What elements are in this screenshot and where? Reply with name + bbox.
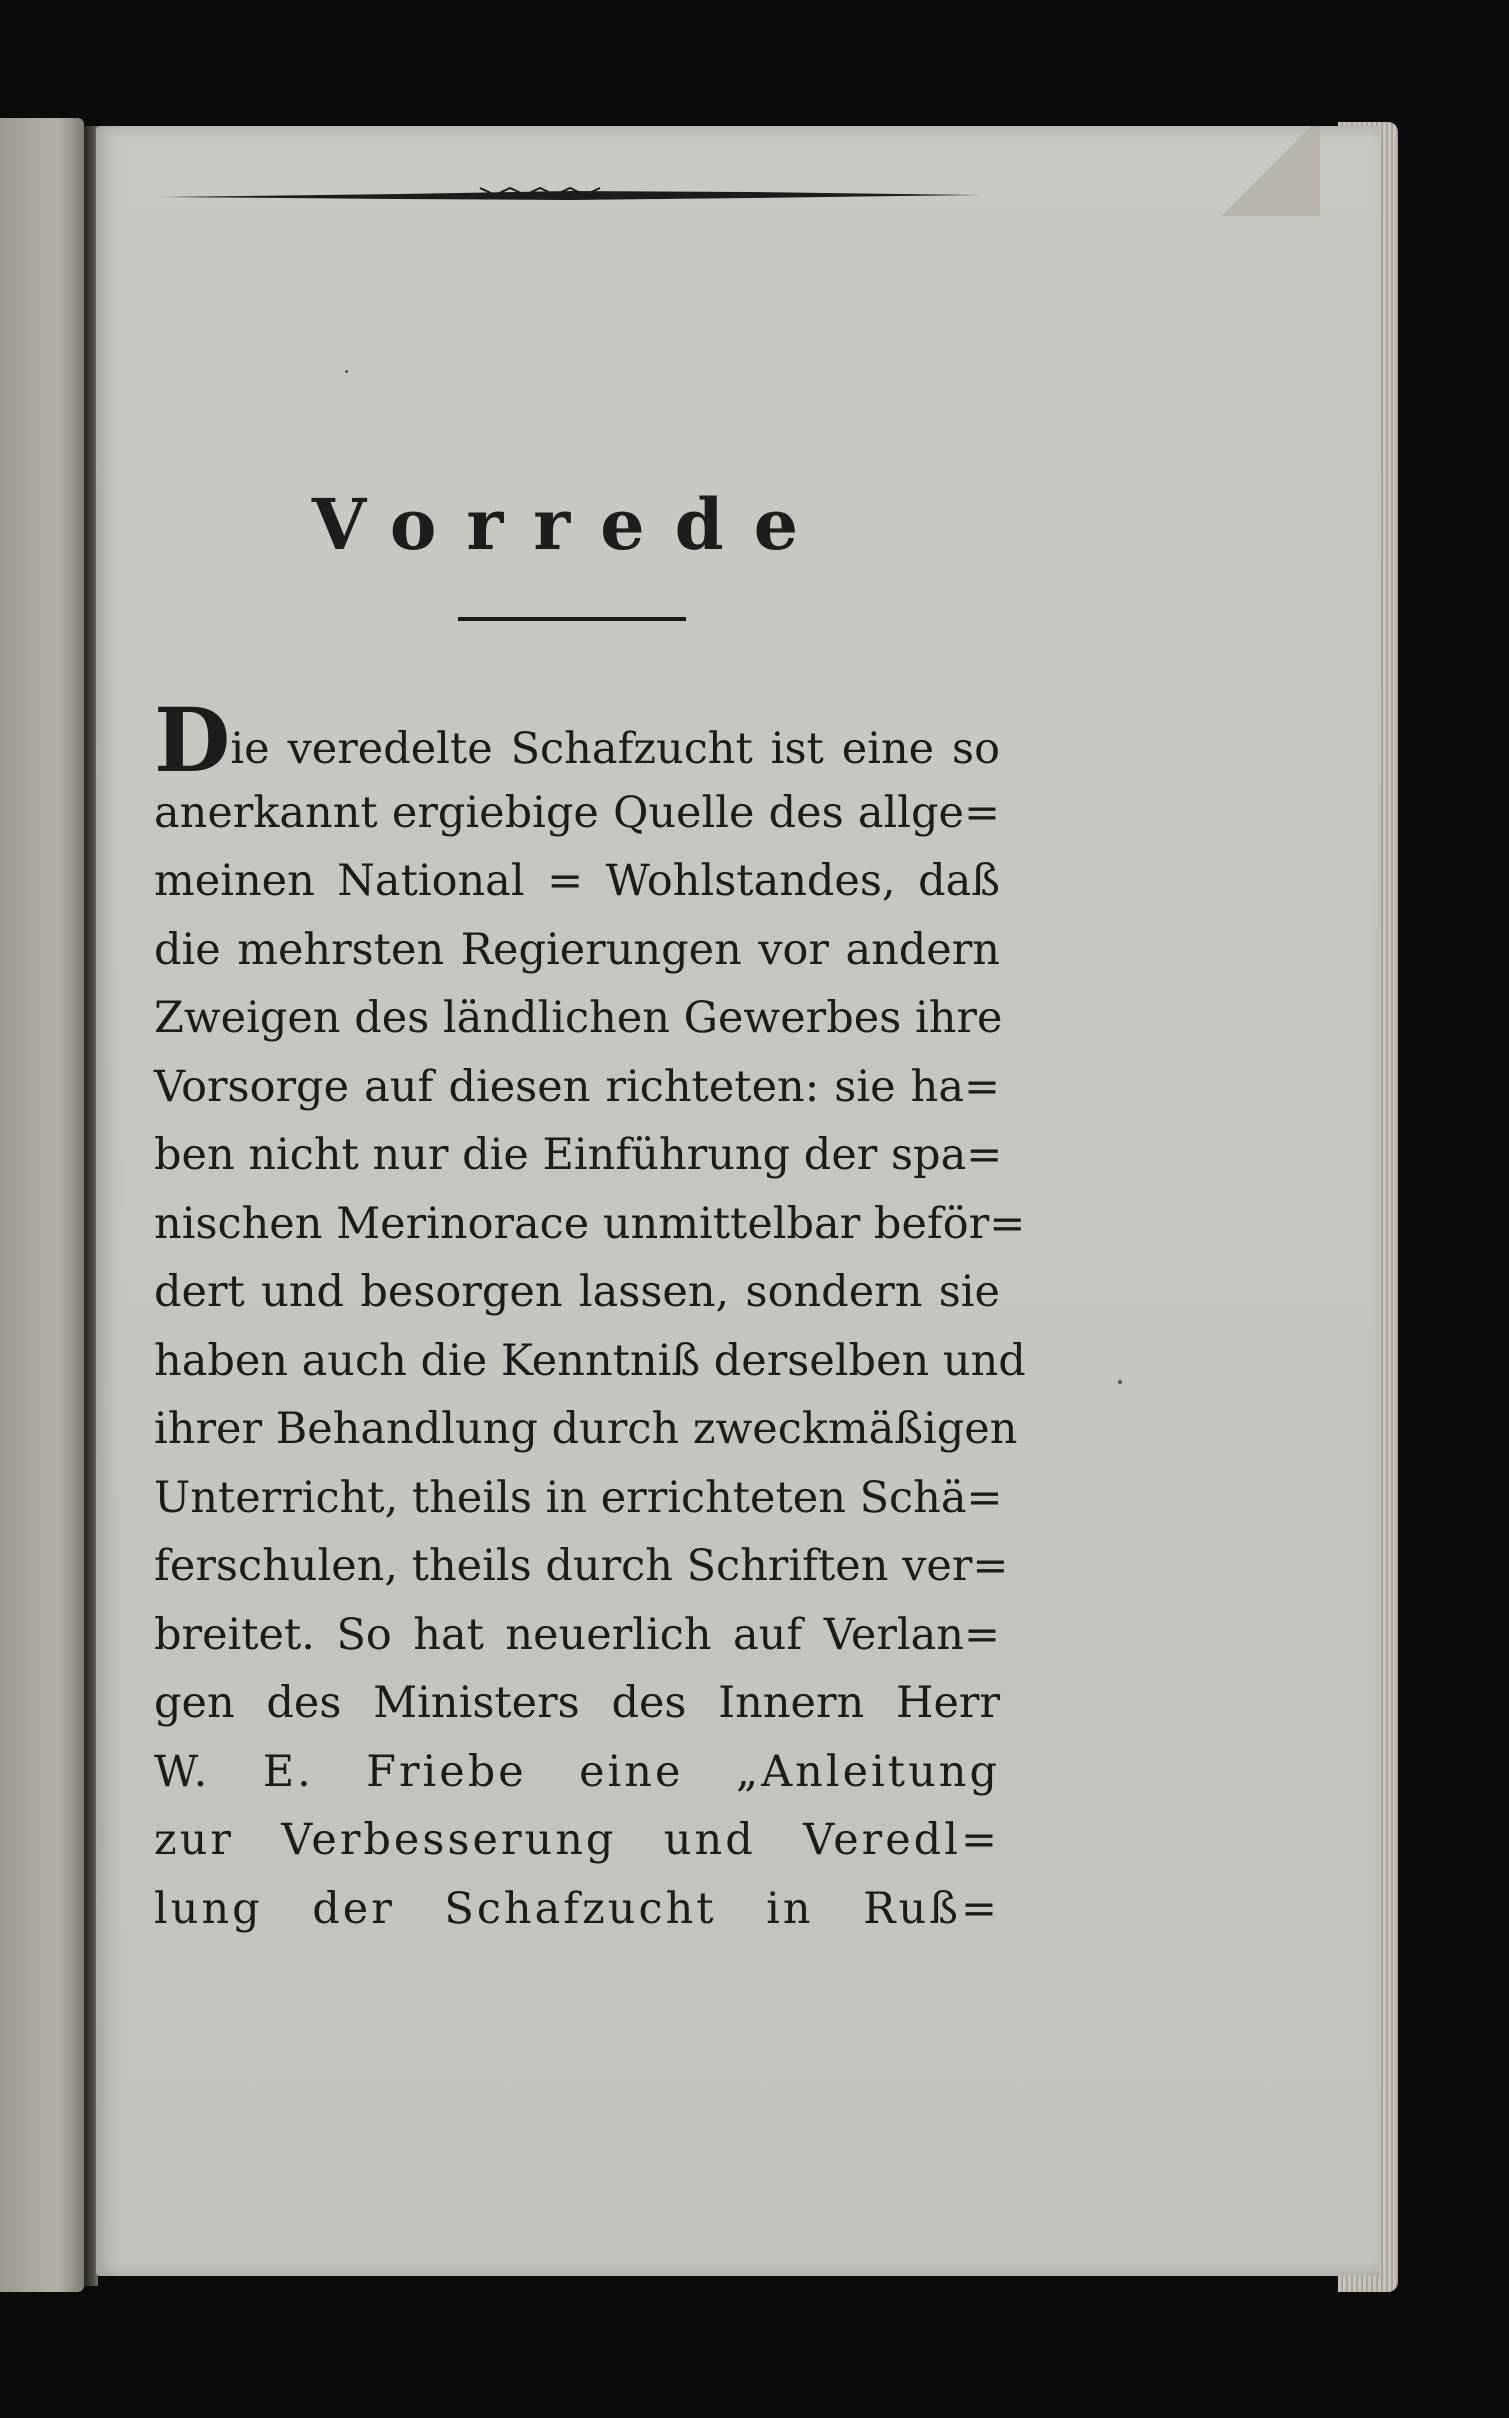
text-line-7: ben nicht nur die Einführung der spa=: [154, 1130, 1003, 1180]
text-line-10: haben auch die Kenntniß derselben und: [154, 1335, 1026, 1386]
text-line-1: Die veredelte Schafzucht ist eine so: [154, 688, 1000, 792]
text-line-9: dert und besorgen lassen, sondern sie: [154, 1267, 1000, 1317]
page-corner-fold: [1210, 126, 1320, 216]
preface-paragraph: [154, 688, 1026, 1943]
title-rule: [458, 617, 686, 621]
left-page-edge: [0, 118, 84, 2292]
text-line-2: anerkannt ergiebige Quelle des allge=: [154, 787, 1000, 838]
text-line-14: breitet. So hat neuerlich auf Verlan=: [154, 1609, 1000, 1660]
text-line-5: Zweigen des ländlichen Gewerbes ihre: [154, 993, 1003, 1043]
text-line-8: nischen Merinorace unmittelbar beför=: [154, 1198, 1026, 1249]
text-line-16: W. E. Friebe eine „Anleitung: [154, 1746, 1000, 1797]
paper-speck: [1118, 1380, 1122, 1384]
text-line-4: die mehrsten Regierungen vor andern: [154, 924, 1000, 975]
text-line-13: ferschulen, theils durch Schriften ver=: [154, 1541, 1009, 1591]
page-title: Vorrede: [311, 483, 829, 566]
text-line-3: meinen National = Wohlstandes, daß: [154, 856, 1000, 906]
text-line-6: Vorsorge auf diesen richteten: sie ha=: [154, 1061, 1000, 1112]
text-line-18: lung der Schafzucht in Ruß=: [154, 1883, 1000, 1934]
ornamental-head-rule: [150, 180, 990, 210]
text-line-11: ihrer Behandlung durch zweckmäßigen: [154, 1404, 1018, 1454]
drop-cap: D: [154, 688, 231, 792]
text-line-17: zur Verbesserung und Veredl=: [154, 1815, 1000, 1865]
text-line-12: Unterricht, theils in errichteten Schä=: [154, 1472, 1003, 1523]
text-line-15: gen des Ministers des Innern Herr: [154, 1678, 1000, 1728]
paper-speck: [345, 370, 348, 373]
